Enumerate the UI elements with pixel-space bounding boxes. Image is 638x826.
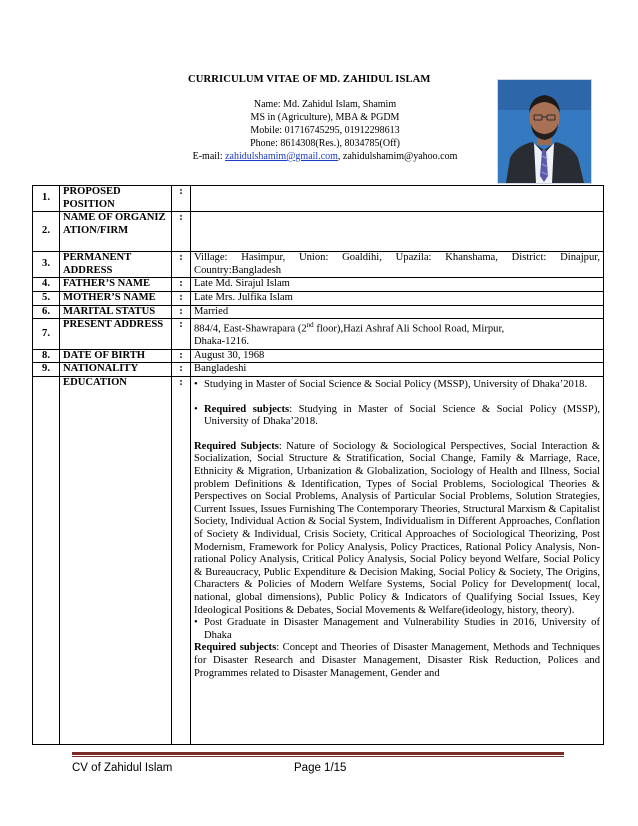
row-field: NATIONALITY: [60, 363, 172, 377]
education-subjects: [194, 441, 600, 617]
row-number: [33, 377, 60, 745]
row-value: [191, 212, 604, 252]
table-row: [33, 278, 604, 292]
present-address-city: Dhaka-1216.: [194, 336, 250, 348]
row-colon: :: [172, 349, 191, 363]
mobile-line: Mobile: 01716745295, 01912298613: [250, 125, 400, 136]
row-field: PROPOSED POSITION: [60, 186, 172, 212]
name-line: Name: Md. Zahidul Islam, Shamim: [253, 99, 397, 110]
row-colon: :: [172, 212, 191, 252]
row-value-permanent-address: Village: Hasimpur, Union: Goaldihi, Upazila: Khanshama, District: Dinajpur, Country:Bangladesh: [191, 252, 604, 278]
cv-title: CURRICULUM VITAE OF MD. ZAHIDUL ISLAM: [188, 74, 431, 85]
profile-photo-image: [498, 80, 591, 183]
row-colon: :: [172, 363, 191, 377]
profile-photo: [497, 79, 592, 184]
row-value: Late Md. Sirajul Islam: [191, 278, 604, 292]
spacer: [194, 392, 600, 404]
row-field: DATE OF BIRTH: [60, 349, 172, 363]
row-colon: :: [172, 278, 191, 292]
row-field: FATHER’S NAME: [60, 278, 172, 292]
row-field: EDUCATION: [60, 377, 172, 745]
education-bullet-required: [194, 404, 600, 429]
row-number: 3.: [33, 252, 60, 278]
email-separator: ,: [337, 151, 343, 162]
table-row: [33, 252, 604, 278]
row-field: PRESENT ADDRESS: [60, 319, 172, 350]
subjects-text: : Nature of Sociology & Sociological Perspectives, Social Interaction & Socialization, Social Structure & Stratification, Social Change, Family & Marriage, Race, Ethnicity & Migration, Urbanization & Globalization, Sociology of Health and Illness, Social problem Definitions & Identification, Types of Social Problems, Sociological Theories & Perspectives on Social Problems, Analysis of Particular Social Problems, Solution Strategies, Current Issues, Issues Furnishing The Contemporary Theories, Structural Marxism & Capitalist Society, Individual Action & Social System, Individualism in Different Approaches, Conflation of Society & Individual, Crisis Society, Critical Approaches of Sociological Theorizing, Post Modernism, Framework for Policy Analysis, Policy Practices, Rational Policy Analysis, Non-rational Policy Analysis, Critical Policy Analysis, Social Policy beyond Welfare, Social Policy & Bureaucracy, Public Expenditure & Decision Making, Social Policy & Society, The Origins, Characters & Policies of Modern Welfare Systems, Social Policy for Development( local, national, global dimensions), Public Policy & Indicators of Qualifying Social Issues, Key Ideological Positions & Debates, Social Movements & Welfare(ideology, history, theory).: [194, 440, 600, 616]
education-required-disaster: [194, 642, 600, 680]
table-row: [33, 363, 604, 377]
footer-rule-thin: [72, 756, 564, 757]
row-field: MARITAL STATUS: [60, 305, 172, 319]
row-value: [191, 186, 604, 212]
footer-page-number: Page 1/15: [294, 762, 347, 774]
present-address-sup: nd: [306, 321, 314, 330]
row-colon: :: [172, 377, 191, 745]
row-colon: :: [172, 305, 191, 319]
row-number: 7.: [33, 319, 60, 350]
required-subjects-label-2: Required subjects: [194, 642, 277, 654]
email-link-gmail[interactable]: zahidulshamim@gmail.com: [225, 151, 338, 162]
row-number: 4.: [33, 278, 60, 292]
required-subjects-text: : Studying in Master of Social Science & Social Policy (MSSP), University of Dhaka’2018.: [204, 403, 600, 428]
email-yahoo: zahidulshamim@yahoo.com: [342, 151, 458, 162]
footer-rule-thick: [72, 752, 564, 755]
table-row: [33, 212, 604, 252]
email-line: [170, 150, 480, 163]
row-colon: :: [172, 291, 191, 305]
subjects-label: Required Subjects: [194, 440, 279, 452]
required-subjects-label: Required subjects: [204, 403, 290, 415]
email-label: E-mail:: [192, 151, 226, 162]
row-value-present-address: [191, 319, 604, 350]
row-colon: :: [172, 252, 191, 278]
contact-block: [170, 98, 480, 163]
row-colon: :: [172, 319, 191, 350]
education-bullet-disaster: • Post Graduate in Disaster Management and Vulnerability Studies in 2016, University of Dhaka: [194, 617, 600, 642]
row-value: Bangladeshi: [191, 363, 604, 377]
row-value: Late Mrs. Julfika Islam: [191, 291, 604, 305]
row-number: 2.: [33, 212, 60, 252]
present-address-part1: 884/4, East-Shawrapara (2: [194, 323, 307, 335]
table-row: [33, 186, 604, 212]
row-number: 1.: [33, 186, 60, 212]
table-row: [33, 349, 604, 363]
spacer: [194, 429, 600, 441]
degrees-line: MS in (Agriculture), MBA & PGDM: [250, 112, 400, 123]
row-field: MOTHER’S NAME: [60, 291, 172, 305]
row-number: 8.: [33, 349, 60, 363]
row-colon: :: [172, 186, 191, 212]
table-row: [33, 319, 604, 350]
row-number: 9.: [33, 363, 60, 377]
table-row: [33, 305, 604, 319]
row-value: Married: [191, 305, 604, 319]
row-value: August 30, 1968: [191, 349, 604, 363]
table-row-education: [33, 377, 604, 745]
present-address-part2: floor),Hazi Ashraf Ali School Road, Mirpur,: [313, 323, 505, 335]
required-subjects-text-2: : Concept and Theories of Disaster Management, Methods and Techniques for Disaster Research and Disaster Management, Disaster Risk Reduction, Polices and Programmes related to Disaster Management, Gender and: [194, 642, 600, 679]
row-number: 5.: [33, 291, 60, 305]
education-bullet-mssp: • Studying in Master of Social Science & Social Policy (MSSP), University of Dhaka’2018.: [194, 379, 600, 392]
footer-cv-label: CV of Zahidul Islam: [72, 762, 173, 774]
row-number: 6.: [33, 305, 60, 319]
cv-details-table: [32, 185, 604, 745]
phone-line: Phone: 8614308(Res.), 8034785(Off): [250, 138, 400, 149]
row-field: NAME OF ORGANIZATION/FIRM: [60, 212, 172, 252]
row-field: PERMANENT ADDRESS: [60, 252, 172, 278]
table-row: [33, 291, 604, 305]
education-value: [191, 377, 604, 745]
